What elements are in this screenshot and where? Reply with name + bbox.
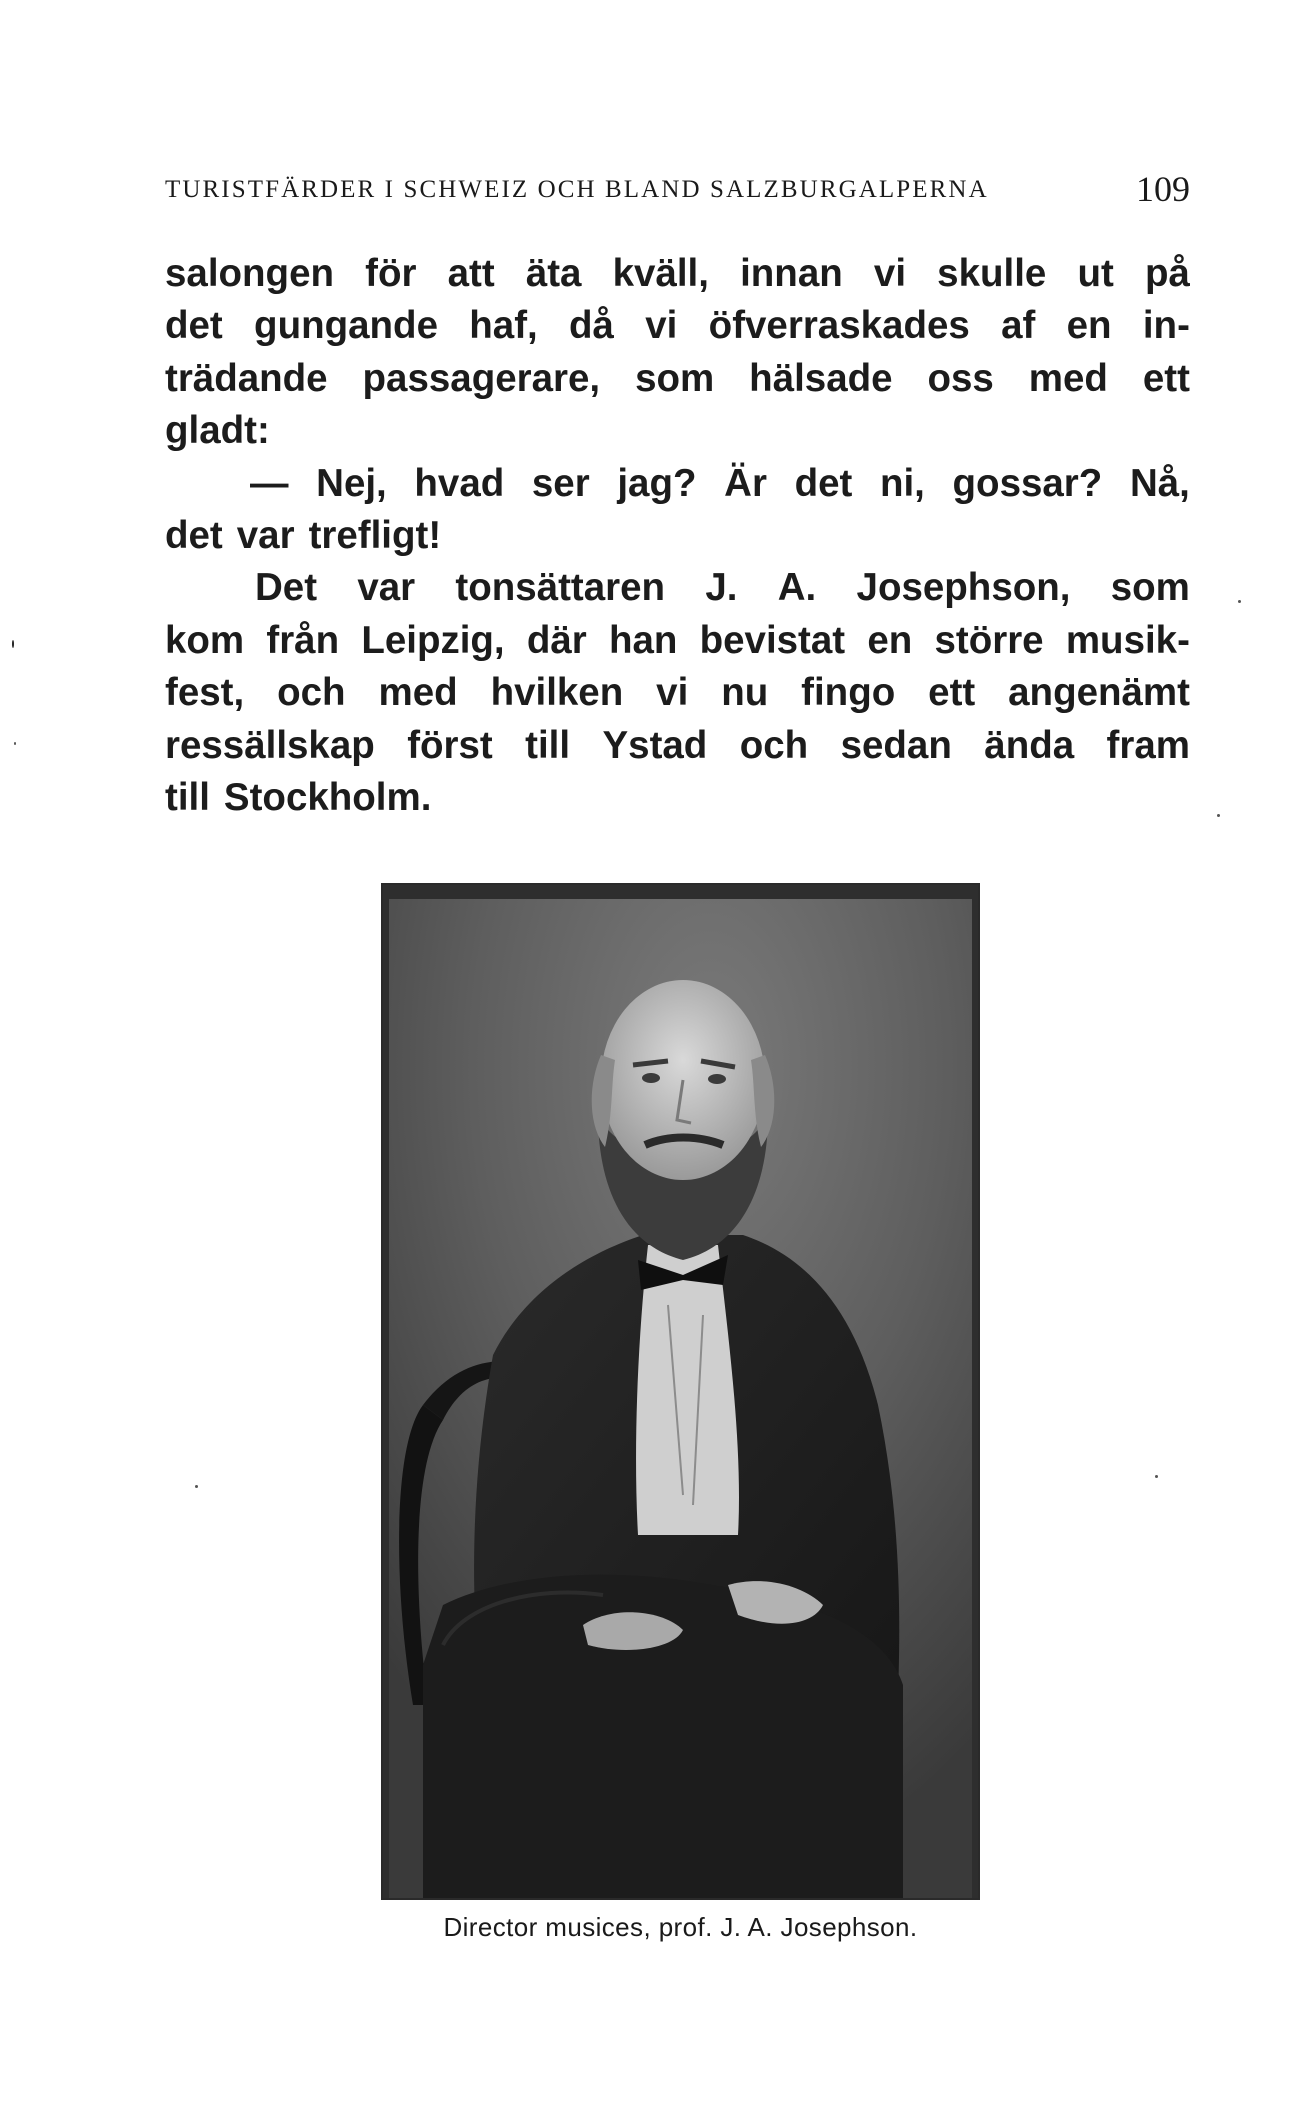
text-line	[165, 562, 1190, 614]
word: på	[1144, 252, 1190, 295]
word: Ystad	[602, 723, 708, 767]
word: ut	[1077, 252, 1114, 295]
scan-speck	[12, 640, 14, 648]
running-head	[165, 168, 1190, 218]
word: från	[266, 618, 340, 662]
word: han	[608, 618, 678, 662]
word: fingo	[801, 671, 896, 715]
word: var	[236, 513, 295, 557]
word: innan	[740, 252, 843, 295]
word: som	[635, 356, 715, 400]
word: ett	[1142, 356, 1190, 400]
word: hvilken	[490, 671, 624, 715]
word: Josephson,	[856, 566, 1071, 610]
word: Nå,	[1129, 461, 1190, 505]
word: fram	[1106, 723, 1190, 767]
word: gladt:	[165, 409, 270, 453]
scan-speck	[14, 742, 16, 745]
word: bevistat	[699, 618, 846, 662]
word: till	[525, 723, 571, 767]
word: det	[165, 513, 223, 557]
word: Nej,	[316, 461, 387, 505]
word: först	[407, 723, 493, 767]
word: hvad	[414, 461, 505, 505]
word: oss	[927, 356, 994, 400]
scan-speck	[1155, 1475, 1158, 1478]
portrait-photograph	[381, 883, 980, 1900]
word: Är	[724, 461, 767, 505]
word: ni,	[879, 461, 925, 505]
text-line	[165, 510, 1190, 562]
word: angenämt	[1008, 671, 1190, 715]
word: ser	[531, 461, 590, 505]
word: J.	[705, 566, 738, 610]
word: Stockholm.	[223, 775, 432, 819]
word: trädande	[165, 356, 328, 400]
word: och	[739, 723, 809, 767]
word: sedan	[840, 723, 952, 767]
word: vi	[645, 304, 678, 348]
word: af	[1001, 304, 1036, 348]
word: till	[165, 775, 210, 819]
scan-speck	[1238, 600, 1241, 603]
word: med	[1028, 356, 1108, 400]
text-line	[165, 667, 1190, 719]
word: det	[165, 304, 223, 348]
text-line	[165, 248, 1190, 300]
word: skulle	[937, 252, 1047, 295]
text-line	[165, 772, 1190, 824]
word: salongen	[165, 252, 335, 295]
word: gossar?	[952, 461, 1103, 505]
word: Leipzig,	[361, 618, 505, 662]
word: musik-	[1065, 618, 1190, 662]
word: äta	[525, 252, 582, 295]
word: Det	[255, 566, 318, 610]
figure-caption: Director musices, prof. J. A. Josephson.	[443, 1912, 918, 1942]
word: var	[357, 566, 416, 610]
word: större	[934, 618, 1044, 662]
word: hälsade	[749, 356, 893, 400]
word: nu	[721, 671, 769, 715]
word: som	[1110, 566, 1190, 610]
word: ända	[984, 723, 1075, 767]
text-line	[165, 405, 1190, 457]
word: kom	[165, 618, 245, 662]
word: trefligt!	[308, 513, 442, 557]
word: och	[277, 671, 346, 715]
word: vi	[873, 252, 907, 295]
text-line	[165, 300, 1190, 352]
scan-speck	[195, 1485, 198, 1488]
text-line	[165, 458, 1190, 510]
body-text	[165, 248, 1190, 824]
word: för	[365, 252, 417, 295]
text-line	[165, 615, 1190, 667]
word: passagerare,	[362, 356, 601, 400]
word: en	[1066, 304, 1112, 348]
word: ett	[928, 671, 976, 715]
portrait-illustration	[383, 885, 978, 1898]
word: där	[526, 618, 587, 662]
word: jag?	[617, 461, 697, 505]
word: —	[250, 461, 289, 505]
word: en	[867, 618, 913, 662]
text-line	[165, 353, 1190, 405]
word: fest,	[165, 671, 245, 715]
word: A.	[777, 566, 817, 610]
word: vi	[656, 671, 689, 715]
word: öfverraskades	[708, 304, 970, 348]
running-title: TURISTFÄRDER I SCHWEIZ OCH BLAND SALZBURGALPERNA	[165, 176, 989, 203]
word: haf,	[469, 304, 538, 348]
word: in-	[1142, 304, 1190, 348]
word: tonsättaren	[455, 566, 666, 610]
scan-speck	[1217, 814, 1220, 817]
word: kväll,	[612, 252, 709, 295]
word: det	[794, 461, 853, 505]
page-number: 109	[1136, 169, 1190, 209]
word: att	[447, 252, 495, 295]
word: då	[569, 304, 614, 348]
word: ressällskap	[165, 723, 375, 767]
text-line	[165, 720, 1190, 772]
word: gungande	[254, 304, 438, 348]
word: med	[378, 671, 458, 715]
